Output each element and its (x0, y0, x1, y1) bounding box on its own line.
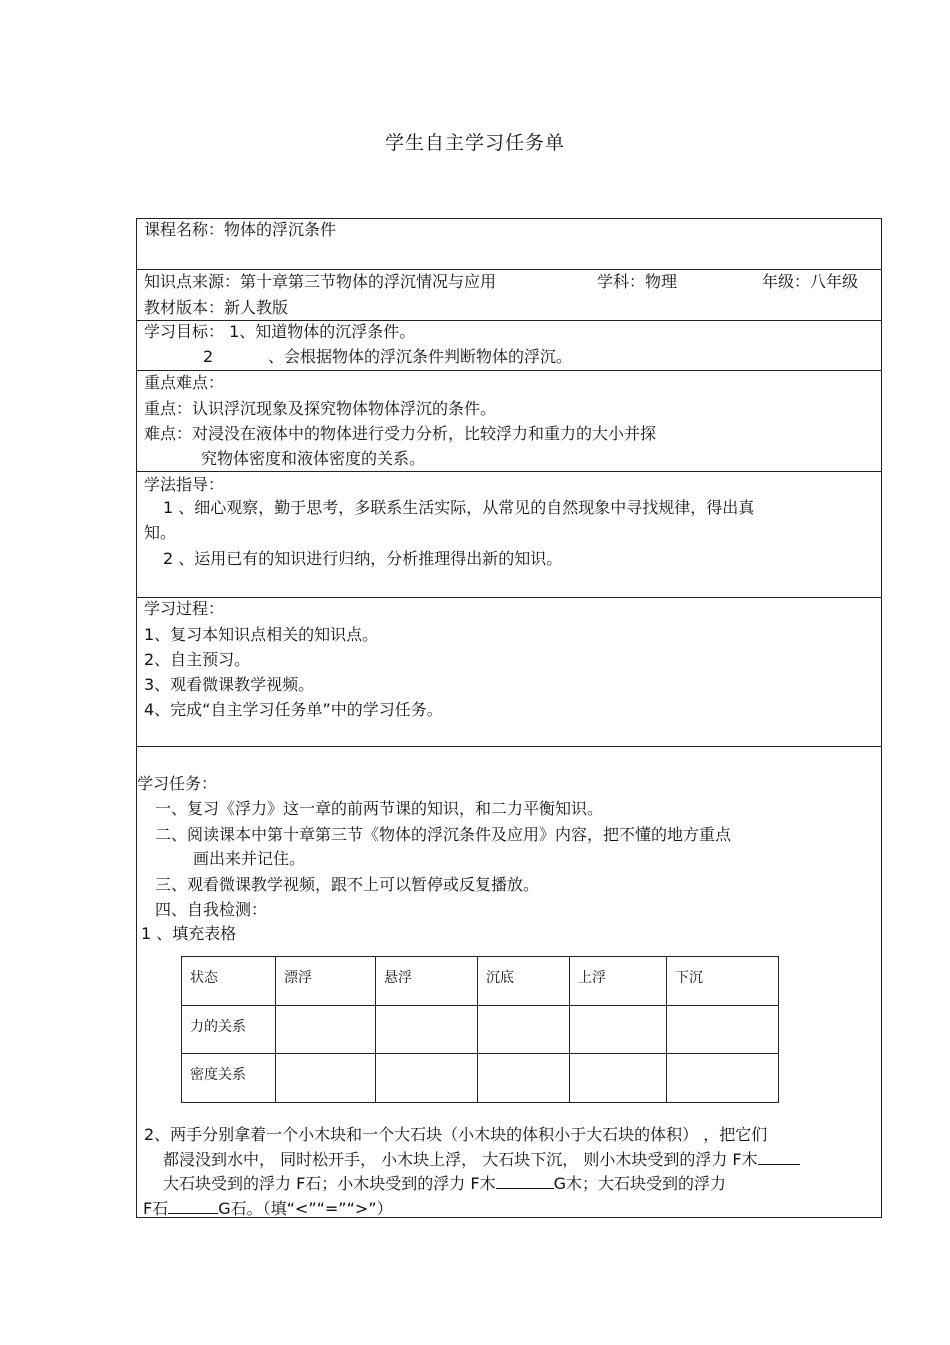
row-divider (136, 269, 882, 270)
method-item-1: 1 、细心观察，勤于思考，多联系生活实际，从常见的自然现象中寻找规律，得出真 (163, 498, 755, 517)
process-item: 2、自主预习。 (144, 650, 251, 669)
process-item: 1、复习本知识点相关的知识点。 (144, 625, 379, 644)
question-2: 2、两手分别拿着一个小木块和一个大石块（小木块的体积小于大石块的体积） ，把它们 (144, 1125, 768, 1144)
method-item-1-continued: 知。 (144, 523, 177, 542)
table-row (182, 1054, 779, 1103)
task-2: 二、阅读课本中第十章第三节《物体的浮沉条件及应用》内容，把不懂的地方重点 (155, 825, 732, 844)
answer-cell[interactable] (570, 1005, 667, 1054)
table-header-cell: 状态 (182, 957, 276, 1006)
table-header-cell: 上浮 (570, 957, 667, 1006)
question-1: 1 、填充表格 (141, 924, 237, 943)
learning-goal-2: 、会根据物体的浮沉条件判断物体的浮沉。 (268, 347, 573, 366)
page-title: 学生自主学习任务单 (384, 132, 565, 154)
knowledge-source: 知识点来源：第十章第三节物体的浮沉情况与应用 (144, 272, 497, 291)
row-divider (136, 746, 882, 747)
answer-cell[interactable] (570, 1054, 667, 1103)
table-header-row (182, 957, 779, 1006)
question-2-text: F石 (143, 1199, 169, 1218)
tasks-header: 学习任务： (137, 774, 218, 793)
table-row (182, 1005, 779, 1054)
answer-cell[interactable] (276, 1054, 376, 1103)
answer-cell[interactable] (276, 1005, 376, 1054)
key-points-header: 重点难点： (144, 373, 225, 392)
key-point: 重点：认识浮沉现象及探究物体物体浮沉的条件。 (144, 399, 497, 418)
textbook-edition: 教材版本：新人教版 (144, 298, 289, 317)
fill-in-table (181, 956, 779, 1103)
row-divider (136, 471, 882, 472)
task-4: 四、自我检测： (155, 900, 268, 919)
task-1: 一、复习《浮力》这一章的前两节课的知识，和二力平衡知识。 (155, 799, 604, 818)
process-item: 3、观看微课教学视频。 (144, 675, 315, 694)
table-header-cell: 沉底 (478, 957, 570, 1006)
question-2-text: 大石块受到的浮力 F石；小木块受到的浮力 F木 (163, 1174, 496, 1193)
grade: 年级：八年级 (762, 272, 859, 291)
row-label-force: 力的关系 (182, 1005, 276, 1054)
difficult-point-continued: 究物体密度和液体密度的关系。 (201, 449, 426, 468)
answer-blank[interactable] (496, 1174, 554, 1189)
answer-cell[interactable] (376, 1005, 478, 1054)
table-header-cell: 悬浮 (376, 957, 478, 1006)
course-name: 课程名称：物体的浮沉条件 (144, 220, 337, 239)
answer-cell[interactable] (376, 1054, 478, 1103)
learning-goal-2-number: 2 (203, 347, 214, 366)
question-2-line-2 (163, 1150, 800, 1170)
learning-goal-1: 学习目标： 1、知道物体的沉浮条件。 (144, 322, 416, 341)
row-divider (136, 320, 882, 321)
answer-blank[interactable] (168, 1199, 218, 1214)
subject: 学科：物理 (597, 272, 678, 291)
question-2-text: G木；大石块受到的浮力 (553, 1174, 726, 1193)
process-header: 学习过程： (144, 599, 225, 618)
question-2-text: G石。（填“<”“=”“>”） (218, 1199, 393, 1218)
table-header-cell: 漂浮 (276, 957, 376, 1006)
question-2-text: 都浸没到水中， 同时松开手， 小木块上浮， 大石块下沉， 则小木块受到的浮力 F木 (163, 1150, 758, 1169)
difficult-point: 难点：对浸没在液体中的物体进行受力分析，比较浮力和重力的大小并探 (144, 424, 657, 443)
method-item-2: 2 、运用已有的知识进行归纳，分析推理得出新的知识。 (163, 549, 563, 568)
answer-cell[interactable] (478, 1005, 570, 1054)
method-header: 学法指导： (144, 475, 225, 494)
table-header-cell: 下沉 (667, 957, 779, 1006)
answer-cell[interactable] (478, 1054, 570, 1103)
row-divider (136, 597, 882, 598)
row-divider (136, 370, 882, 371)
answer-cell[interactable] (667, 1005, 779, 1054)
task-3: 三、观看微课教学视频，跟不上可以暂停或反复播放。 (155, 875, 540, 894)
process-item: 4、完成“自主学习任务单”中的学习任务。 (144, 700, 443, 719)
question-2-line-3 (163, 1174, 726, 1194)
task-2-continued: 画出来并记住。 (193, 849, 306, 868)
row-label-density: 密度关系 (182, 1054, 276, 1103)
answer-cell[interactable] (667, 1054, 779, 1103)
question-2-line-4 (143, 1199, 393, 1219)
answer-blank[interactable] (758, 1150, 800, 1165)
